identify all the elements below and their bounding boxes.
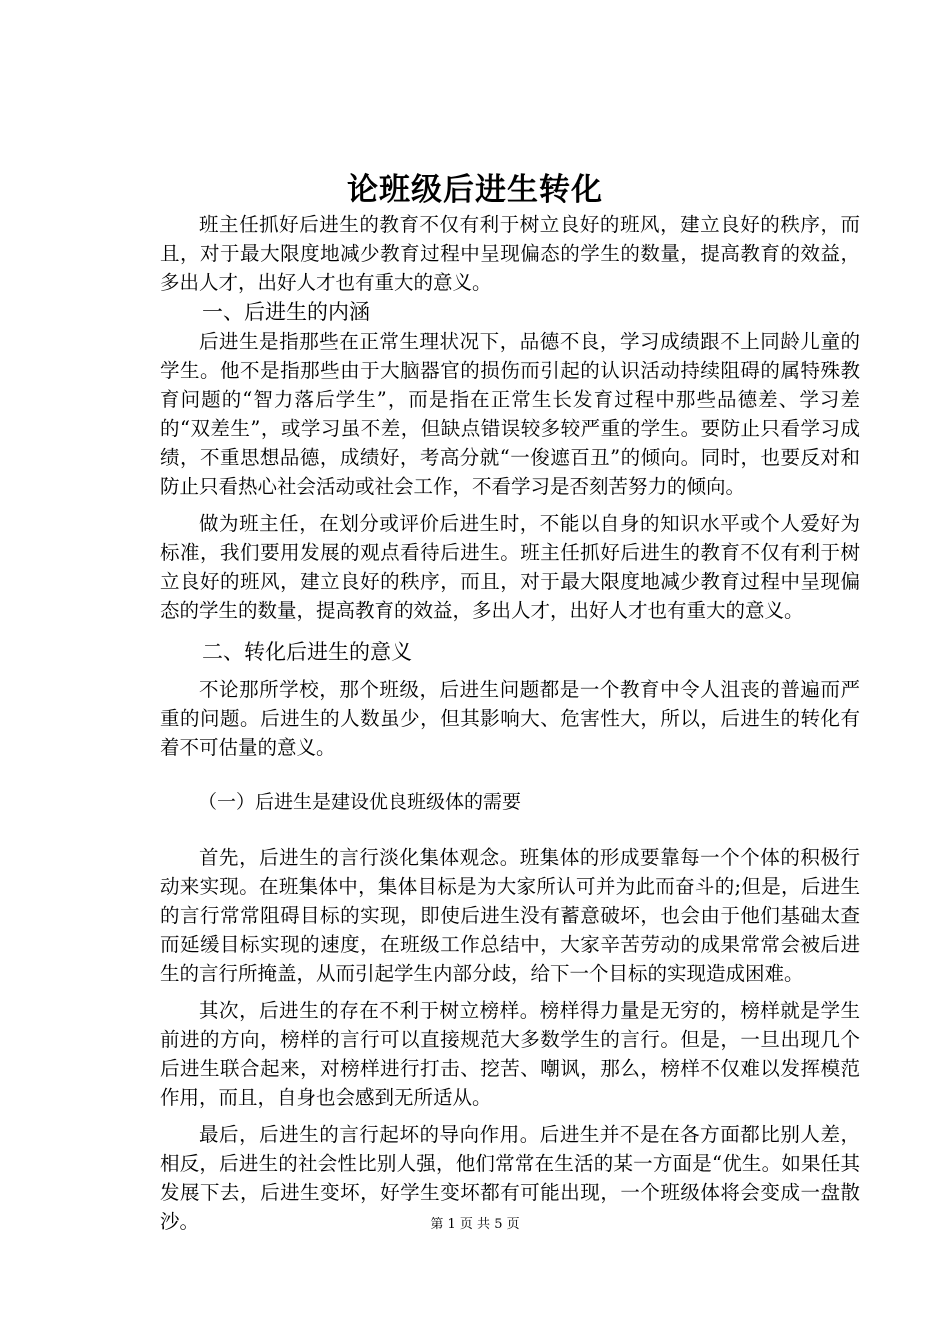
document-title: 论班级后进生转化 [347, 172, 603, 208]
section-1-heading: 一、后进生的内涵 [202, 300, 370, 324]
subsection-1-heading: （一）后进生是建设优良班级体的需要 [198, 791, 522, 813]
section-1-paragraph-1: 后进生是指那些在正常生理状况下，品德不良，学习成绩跟不上同龄儿童的学生。他不是指那些由于大脑器官的损伤而引起的认识活动持续阻碍的属特殊教育问题的“智力落后学生”，而是指在正常生长发育过程中那些品德差、学习差的“双差生”，或学习虽不差，但缺点错误较多较严重的学生。要防止只看学习成绩，不重思想品德，成绩好，考高分就“一俊遮百丑”的倾向。同时，也要反对和防止只看热心社会活动或社会工作，不看学习是否刻苦努力的倾向。 [160, 330, 860, 498]
page-footer: 第 1 页 共 5 页 [430, 1217, 520, 1232]
section-2-paragraph-1: 不论那所学校，那个班级，后进生问题都是一个教育中令人沮丧的普遍而严重的问题。后进生的人数虽少，但其影响大、危害性大，所以，后进生的转化有着不可估量的意义。 [160, 678, 860, 759]
intro-paragraph: 班主任抓好后进生的教育不仅有利于树立良好的班风，建立良好的秩序，而且，对于最大限度地减少教育过程中呈现偏态的学生的数量，提高教育的效益，多出人才，出好人才也有重大的意义。 [160, 213, 860, 294]
subsection-1-paragraph-3: 最后，后进生的言行起坏的导向作用。后进生并不是在各方面都比别人差，相反，后进生的社会性比别人强，他们常常在生活的某一方面是“优生。如果任其发展下去，后进生变坏，好学生变坏都有可能出现，一个班级体将会变成一盘散沙。 [160, 1123, 860, 1233]
document-body [160, 210, 860, 1236]
subsection-1-paragraph-2: 其次，后进生的存在不利于树立榜样。榜样得力量是无穷的，榜样就是学生前进的方向，榜样的言行可以直接规范大多数学生的言行。但是，一旦出现几个后进生联合起来，对榜样进行打击、挖苦、嘲讽，那么，榜样不仅难以发挥模范作用，而且，自身也会感到无所适从。 [160, 999, 860, 1109]
subsection-1-paragraph-1: 首先，后进生的言行淡化集体观念。班集体的形成要靠每一个个体的积极行动来实现。在班集体中，集体目标是为大家所认可并为此而奋斗的;但是，后进生的言行常常阻碍目标的实现，即使后进生没有蓄意破坏，也会由于他们基础太查而延缓目标实现的速度，在班级工作总结中，大家辛苦劳动的成果常常会被后进生的言行所掩盖，从而引起学生内部分歧，给下一个目标的实现造成困难。 [160, 846, 860, 985]
section-2-heading: 二、转化后进生的意义 [202, 640, 412, 664]
section-1-paragraph-2: 做为班主任，在划分或评价后进生时，不能以自身的知识水平或个人爱好为标准，我们要用发展的观点看待后进生。班主任抓好后进生的教育不仅有利于树立良好的班风，建立良好的秩序，而且，对于最大限度地减少教育过程中呈现偏态的学生的数量，提高教育的效益，多出人才，出好人才也有重大的意义。 [160, 512, 860, 622]
